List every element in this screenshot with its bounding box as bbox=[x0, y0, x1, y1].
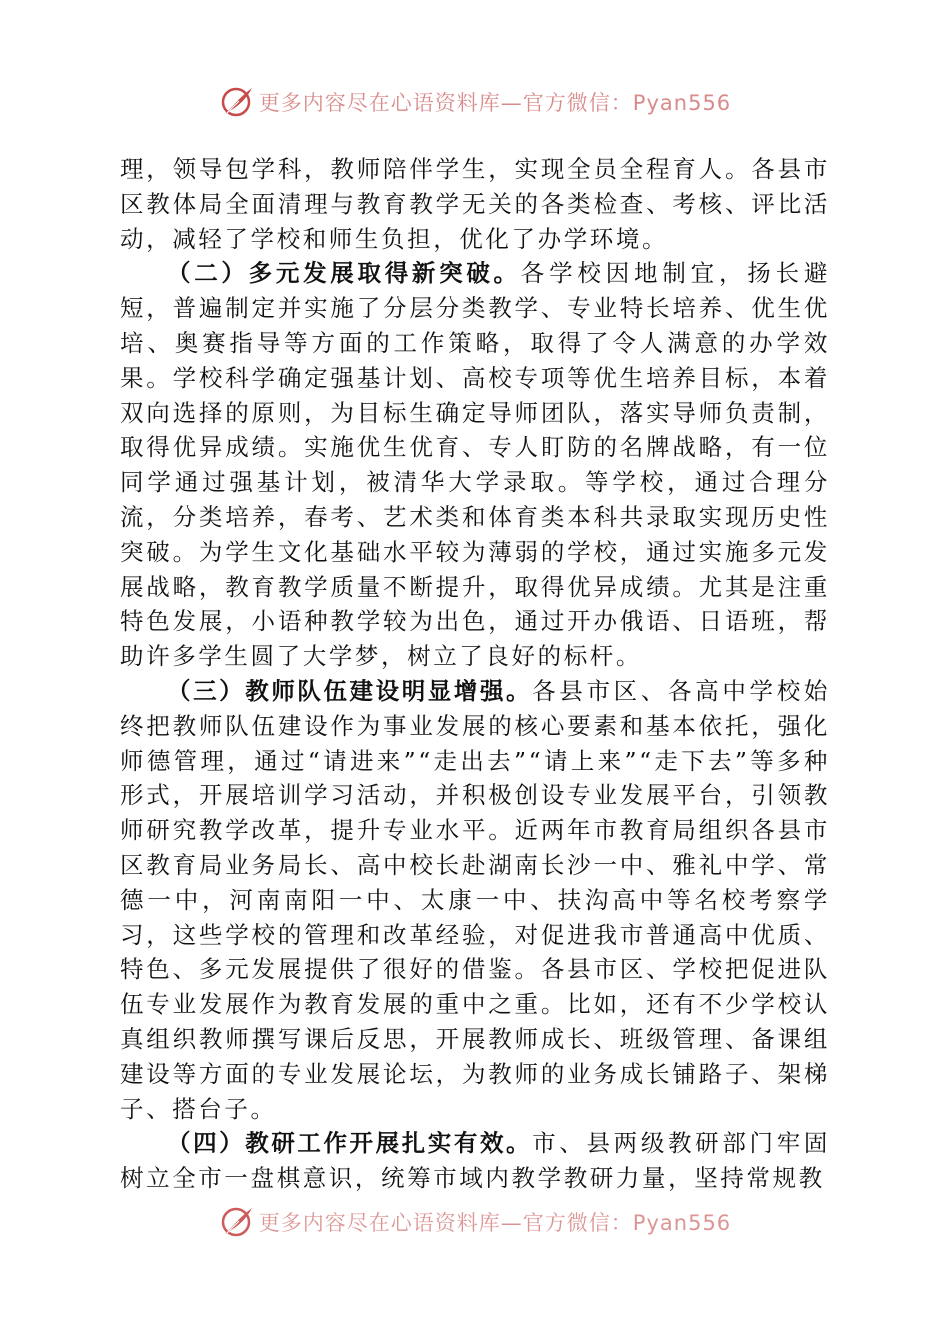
watermark-text: 更多内容尽在心语资料库—官方微信：Pyan556 bbox=[258, 1211, 732, 1235]
paragraph-3 bbox=[120, 674, 830, 1126]
paragraph-text: 市、县两级教研部门牢固树立全市一盘棋意识，统筹市域内教学教研力量，坚持常规教 bbox=[120, 1129, 830, 1193]
watermark-text: 更多内容尽在心语资料库—官方微信：Pyan556 bbox=[258, 91, 732, 115]
paragraph-text: 各县市区、各高中学校始终把教师队伍建设作为事业发展的核心要素和基本依托，强化师德管理，通过“请进来”“走出去”“请上来”“走下去”等多种形式，开展培训学习活动，并积极创设专业发展平台，引领教师研究教学改革，提升专业水平。近两年市教育局组织各县市区教育局业务局长、高中校长赴湖南长沙一中、雅礼中学、常德一中，河南南阳一中、太康一中、扶沟高中等名校考察学习，这些学校的管理和改革经验，对促进我市普通高中优质、特色、多元发展提供了很好的借鉴。各县市区、学校把促进队伍专业发展作为教育发展的重中之重。比如，还有不少学校认真组织教师撰写课后反思，开展教师成长、班级管理、备课组建设等方面的专业发展论坛，为教师的业务成长铺路子、架梯子、搭台子。 bbox=[120, 676, 830, 1123]
paragraph-text: 各学校因地制宜，扬长避短，普遍制定并实施了分层分类教学、专业特长培养、优生优培、奥赛指导等方面的工作策略，取得了令人满意的办学效果。学校科学确定强基计划、高校专项等优生培养目标，本着双向选择的原则，为目标生确定导师团队，落实导师负责制，取得优异成绩。实施优生优育、专人盯防的名牌战略，有一位同学通过强基计划，被清华大学录取。等学校，通过合理分流，分类培养，春考、艺术类和体育类本科共录取实现历史性突破。为学生文化基础水平较为薄弱的学校，通过实施多元发展战略，教育教学质量不断提升，取得优异成绩。尤其是注重特色发展，小语种教学较为出色，通过开办俄语、日语班，帮助许多学生圆了大学梦，树立了良好的标杆。 bbox=[120, 259, 830, 671]
watermark-footer bbox=[0, 1200, 950, 1244]
watermark-header bbox=[0, 80, 950, 124]
section-heading-3: （三）教师队伍建设明显增强。 bbox=[167, 676, 533, 705]
section-heading-2: （二）多元发展取得新突破。 bbox=[167, 259, 521, 288]
feather-pen-logo-icon bbox=[219, 1204, 255, 1240]
document-body bbox=[120, 152, 830, 1196]
paragraph-4 bbox=[120, 1126, 830, 1196]
section-heading-4: （四）教研工作开展扎实有效。 bbox=[167, 1129, 533, 1158]
paragraph-1 bbox=[120, 152, 830, 256]
paragraph-text: 理，领导包学科，教师陪伴学生，实现全员全程育人。各县市区教体局全面清理与教育教学无关的各类检查、考核、评比活动，减轻了学校和师生负担，优化了办学环境。 bbox=[120, 155, 830, 253]
feather-pen-logo-icon bbox=[219, 84, 255, 120]
paragraph-2 bbox=[120, 256, 830, 674]
